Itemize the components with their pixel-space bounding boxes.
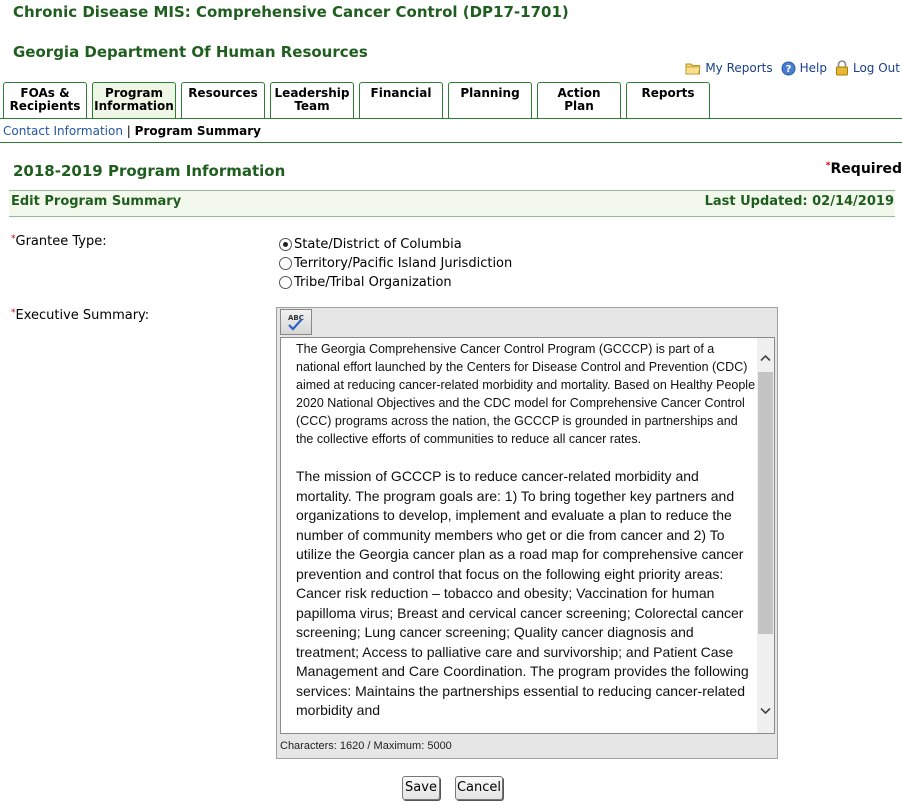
subnav-divider — [0, 142, 902, 143]
lock-icon — [835, 60, 849, 76]
help-link[interactable] — [781, 60, 827, 76]
executive-summary-textarea[interactable] — [280, 337, 775, 734]
sub-navigation — [3, 124, 261, 138]
tab-leadership-team[interactable]: Leadership Team — [270, 82, 354, 119]
vertical-scrollbar[interactable] — [757, 338, 774, 733]
subnav-separator: | — [126, 124, 131, 138]
svg-text:ABC: ABC — [288, 314, 304, 322]
help-label: Help — [799, 61, 827, 75]
edit-title: Edit Program Summary — [11, 194, 182, 209]
tab-action-plan[interactable]: Action Plan — [537, 82, 621, 119]
radio-label: Tribe/Tribal Organization — [294, 275, 452, 290]
tab-reports[interactable]: Reports — [626, 82, 710, 119]
executive-summary-editor — [276, 307, 778, 759]
executive-summary-label-text: Executive Summary: — [15, 308, 150, 323]
last-updated: Last Updated: 02/14/2019 — [704, 194, 894, 209]
radio-label: State/District of Columbia — [294, 237, 462, 252]
main-tabs — [3, 82, 710, 119]
scrollbar-thumb[interactable] — [758, 372, 773, 634]
radio-label: Territory/Pacific Island Jurisdiction — [294, 256, 513, 271]
log-out-link[interactable] — [835, 60, 900, 76]
my-reports-label: My Reports — [705, 61, 773, 75]
required-star: * — [11, 234, 16, 244]
folder-icon — [685, 62, 701, 75]
tab-planning[interactable]: Planning — [448, 82, 532, 119]
tab-resources[interactable]: Resources — [181, 82, 265, 119]
character-count: Characters: 1620 / Maximum: 5000 — [280, 740, 452, 752]
summary-paragraph: The mission of GCCCP is to reduce cancer-related morbidity and mortality. The program goals are: 1) To bring together key partners and organizations to develop, implement and evaluate a plan to reduce the number of community members who get or die from cancer and 2) To utilize the Georgia cancer plan as a road map for comprehensive cancer prevention and control that focus on the following eight priority areas: Cancer risk reduction – tobacco and obesity; Vaccination for human papilloma virus; Breast and cervical cancer screening; Colorectal cancer screening; Lung cancer screening; Quality cancer diagnosis and treatment; Access to palliative care and survivorship; and Patient Case Management and Care Coordination. The program provides the following services: Maintains the partnerships essential to reducing cancer-related morbidity and — [296, 468, 749, 718]
subnav-contact-information[interactable]: Contact Information — [3, 124, 123, 138]
page-title: 2018-2019 Program Information — [13, 162, 286, 180]
tab-foas-recipients[interactable]: FOAs & Recipients — [3, 82, 87, 119]
cancel-button[interactable]: Cancel — [455, 776, 503, 800]
required-label: Required — [830, 161, 902, 177]
required-star: * — [825, 161, 831, 171]
spellcheck-button[interactable] — [280, 309, 312, 335]
grantee-type-label — [11, 234, 107, 249]
tab-program-information[interactable]: Program Information — [92, 82, 176, 119]
radio-button-checked[interactable] — [279, 238, 292, 251]
help-icon — [781, 61, 796, 76]
svg-text:?: ? — [785, 63, 792, 75]
radio-button[interactable] — [279, 257, 292, 270]
save-button[interactable]: Save — [402, 776, 440, 800]
summary-paragraph: The Georgia Comprehensive Cancer Control Program (GCCCP) is part of a national effort launched by the Centers for Disease Control and Prevention (CDC) aimed at reducing cancer-related morbidity and mortality. Based on Healthy People 2020 National Objectives and the CDC model for Comprehensive Cancer Control (CCC) programs across the nation, the GCCCP is grounded in partnerships and the collective efforts of communities to reduce all cancer rates. — [296, 342, 756, 446]
my-reports-link[interactable] — [685, 60, 772, 76]
organization-title: Georgia Department Of Human Resources — [13, 43, 368, 61]
spellcheck-icon — [281, 314, 311, 338]
radio-button[interactable] — [279, 276, 292, 289]
scroll-down-arrow-icon[interactable] — [757, 702, 774, 719]
log-out-label: Log Out — [852, 61, 900, 75]
tab-financial[interactable]: Financial — [359, 82, 443, 119]
edit-header-bar — [9, 190, 895, 217]
radio-tribe-tribal[interactable] — [279, 273, 512, 292]
grantee-type-radio-group — [279, 235, 512, 292]
subnav-program-summary[interactable]: Program Summary — [134, 124, 261, 138]
required-legend — [826, 161, 902, 177]
scroll-up-arrow-icon[interactable] — [757, 350, 774, 367]
radio-territory-pacific[interactable] — [279, 254, 512, 273]
app-title: Chronic Disease MIS: Comprehensive Cancer Control (DP17-1701) — [13, 3, 569, 21]
tab-divider — [0, 118, 902, 119]
required-star: * — [11, 308, 16, 318]
utility-links — [685, 60, 900, 76]
grantee-type-label-text: Grantee Type: — [15, 234, 107, 249]
radio-state-district[interactable] — [279, 235, 512, 254]
executive-summary-label — [11, 308, 149, 323]
executive-summary-text — [296, 340, 757, 721]
